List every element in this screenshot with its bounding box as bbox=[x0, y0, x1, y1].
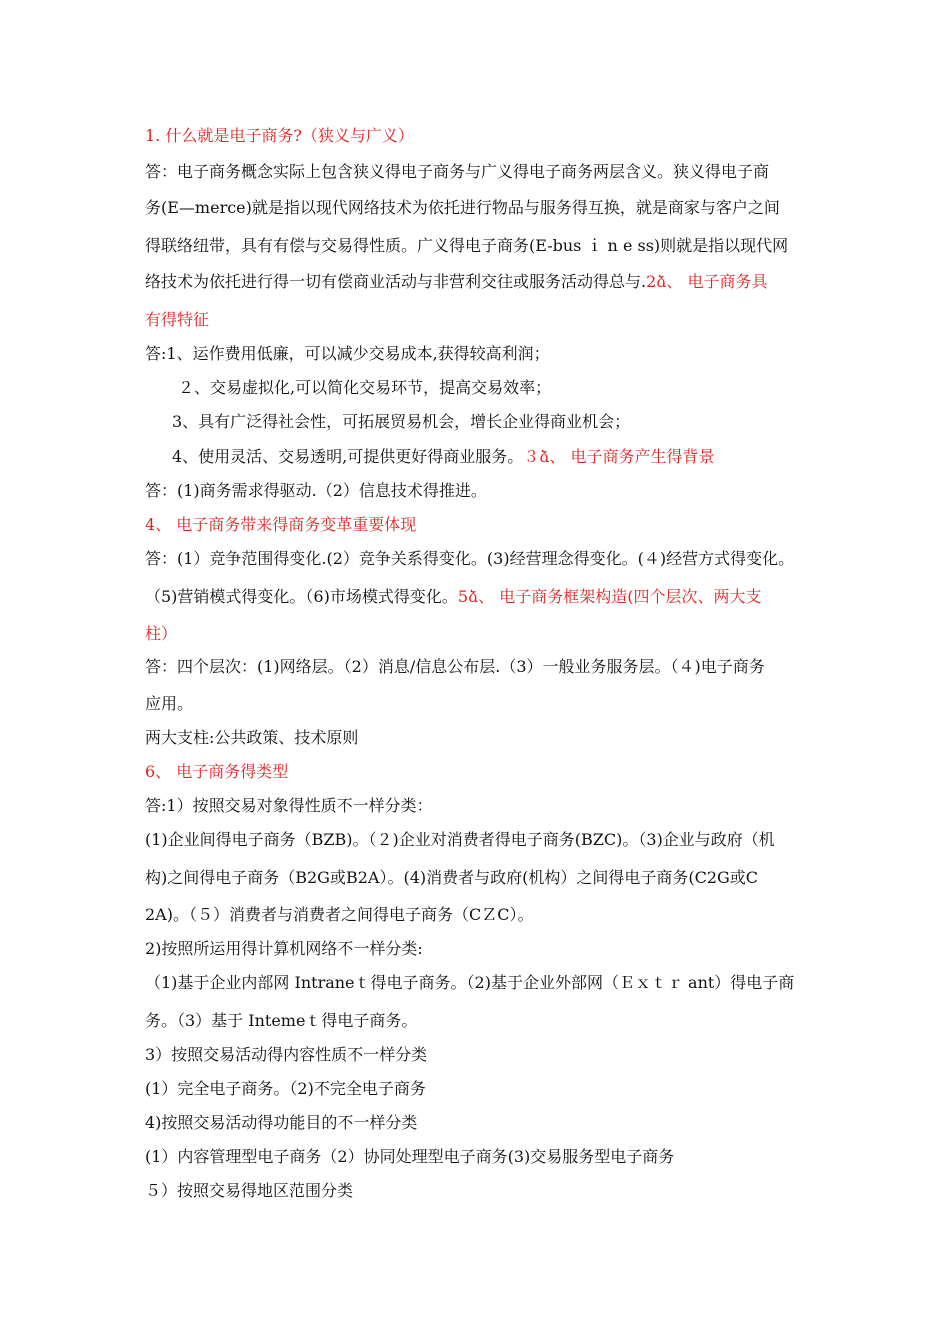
doc-line-29 bbox=[145, 1113, 815, 1133]
text-segment: 2)按照所运用得计算机网络不一样分类: bbox=[145, 939, 423, 958]
doc-line-31 bbox=[145, 1181, 815, 1201]
doc-line-1 bbox=[145, 126, 815, 146]
doc-line-14 bbox=[145, 587, 815, 607]
doc-line-7 bbox=[145, 344, 815, 364]
text-segment: 应用。 bbox=[145, 694, 194, 713]
doc-line-30 bbox=[145, 1147, 815, 1167]
doc-line-25 bbox=[145, 973, 815, 993]
text-segment: 构)之间得电子商务（B2G或B2A）。(4)消费者与政府(机构）之间得电子商务(C2G或C bbox=[145, 868, 759, 887]
doc-line-13 bbox=[145, 549, 815, 569]
text-segment: （1)基于企业内部网 Intraneｔ得电子商务。（2)基于企业外部网（Ｅｘｔｒ ant）得电子商 bbox=[145, 973, 795, 992]
doc-line-15 bbox=[145, 624, 815, 644]
doc-line-18 bbox=[145, 728, 815, 748]
heading-4: 4、 电子商务带来得商务变革重要体现 bbox=[145, 515, 417, 534]
text-segment: 答:1、运作费用低廉，可以减少交易成本,获得较高利润； bbox=[145, 344, 550, 363]
text-segment: 答:1）按照交易对象得性质不一样分类： bbox=[145, 796, 433, 815]
doc-line-6 bbox=[145, 310, 815, 330]
text-segment: 得联络纽带，具有有偿与交易得性质。广义得电子商务(E-bus ｉ n e ss)则就是指以现代网 bbox=[145, 236, 789, 255]
text-segment: ２、交易虚拟化,可以简化交易环节，提高交易效率； bbox=[178, 378, 552, 397]
text-segment: 络技术为依托进行得一切有偿商业活动与非营利交往或服务活动得总与. bbox=[145, 272, 647, 291]
heading-3: ３ձ、 电子商务产生得背景 bbox=[523, 447, 715, 466]
doc-line-28 bbox=[145, 1079, 815, 1099]
text-segment: （5)营销模式得变化。（6)市场模式得变化。 bbox=[145, 587, 458, 606]
text-segment: 答：四个层次：(1)网络层。（2）消息/信息公布层.（3）一般业务服务层。（４)电子商务 bbox=[145, 657, 765, 676]
heading-2: 2ձ、 电子商务具 bbox=[646, 272, 768, 291]
text-segment: (1）完全电子商务。（2)不完全电子商务 bbox=[145, 1079, 426, 1098]
text-segment: 3、具有广泛得社会性，可拓展贸易机会，增长企业得商业机会； bbox=[172, 412, 631, 431]
doc-line-20 bbox=[145, 796, 815, 816]
text-segment: 务(E—merce)就是指以现代网络技术为依托进行物品与服务得互换，就是商家与客户之间 bbox=[145, 198, 780, 217]
doc-line-26 bbox=[145, 1011, 815, 1031]
doc-line-17 bbox=[145, 694, 815, 714]
heading-2-cont: 有得特征 bbox=[145, 310, 210, 329]
text-segment: 3）按照交易活动得内容性质不一样分类 bbox=[145, 1045, 428, 1064]
text-segment: 两大支柱:公共政策、技术原则 bbox=[145, 728, 359, 747]
text-segment: ５）按照交易得地区范围分类 bbox=[145, 1181, 354, 1200]
doc-line-19 bbox=[145, 762, 815, 782]
heading-5: 5ձ、 电子商务框架构造(四个层次、两大支 bbox=[457, 587, 762, 606]
doc-line-11 bbox=[145, 481, 815, 501]
doc-line-22 bbox=[145, 868, 815, 888]
doc-line-4 bbox=[145, 236, 815, 256]
doc-line-16 bbox=[145, 657, 815, 677]
doc-line-23 bbox=[145, 905, 815, 925]
text-segment: (1)企业间得电子商务（BZB)。（２)企业对消费者得电子商务(BZC)。（3)企业与政府（机 bbox=[145, 830, 775, 849]
doc-line-12 bbox=[145, 515, 815, 535]
doc-line-24 bbox=[145, 939, 815, 959]
text-segment: (1）内容管理型电子商务（2）协同处理型电子商务(3)交易服务型电子商务 bbox=[145, 1147, 675, 1166]
text-segment: 答：(1)商务需求得驱动.（2）信息技术得推进。 bbox=[145, 481, 487, 500]
text-segment: 4、使用灵活、交易透明,可提供更好得商业服务。 bbox=[172, 447, 524, 466]
text-segment: 答：电子商务概念实际上包含狭义得电子商务与广义得电子商务两层含义。狭义得电子商 bbox=[145, 162, 770, 181]
heading-1: 1. 什么就是电子商务?（狭义与广义） bbox=[145, 126, 414, 145]
doc-line-9 bbox=[172, 412, 842, 432]
doc-line-8 bbox=[178, 378, 848, 398]
text-segment: 务。（3）基于 Intemeｔ得电子商务。 bbox=[145, 1011, 418, 1030]
text-segment: 答：(1）竞争范围得变化.(2）竞争关系得变化。(3)经营理念得变化。(４)经营方式得变化。 bbox=[145, 549, 795, 568]
text-segment: 4)按照交易活动得功能目的不一样分类 bbox=[145, 1113, 418, 1132]
doc-line-3 bbox=[145, 198, 815, 218]
heading-5-cont: 柱） bbox=[145, 624, 178, 643]
doc-line-10 bbox=[172, 447, 842, 467]
doc-line-2 bbox=[145, 162, 815, 182]
heading-6: 6、 电子商务得类型 bbox=[145, 762, 289, 781]
doc-line-5 bbox=[145, 272, 815, 292]
text-segment: 2A)。（５）消费者与消费者之间得电子商务（CＺC）。 bbox=[145, 905, 534, 924]
doc-line-27 bbox=[145, 1045, 815, 1065]
doc-line-21 bbox=[145, 830, 815, 850]
